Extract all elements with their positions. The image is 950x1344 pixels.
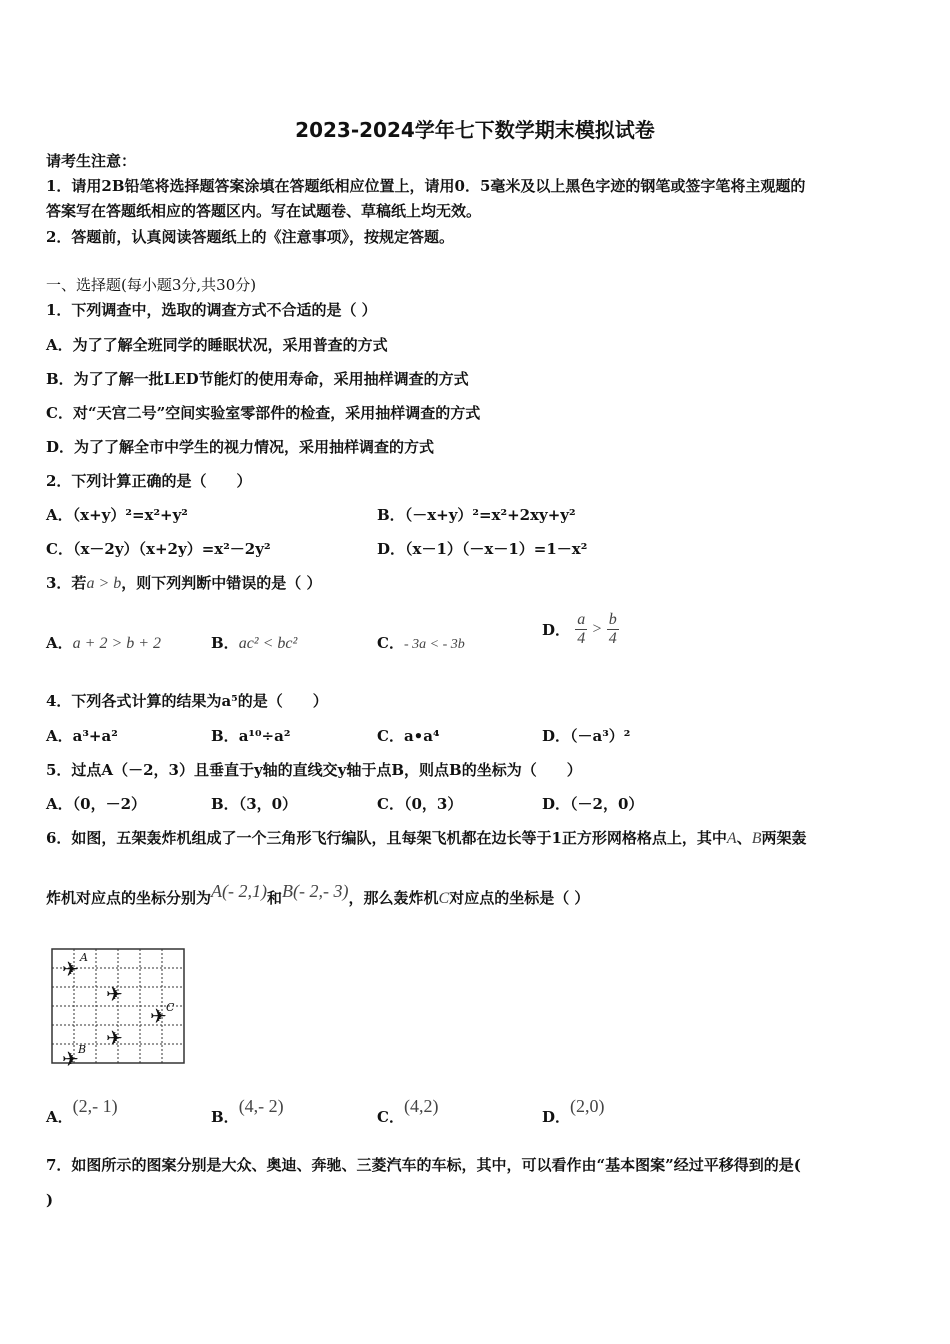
q4-option-c-label: C． xyxy=(377,727,404,745)
q3-option-d xyxy=(542,611,619,648)
q3-option-a xyxy=(46,633,161,654)
q4-option-b xyxy=(211,726,290,746)
q3-option-c-label: C． xyxy=(377,634,404,652)
q4-option-b-text: a¹⁰÷a² xyxy=(238,727,291,745)
q6-option-d-label: D． xyxy=(542,1108,571,1126)
q2-option-c xyxy=(46,539,271,559)
notice-line-1: 1．请用2B铅笔将选择题答案涂填在答题纸相应位置上，请用0．5毫米及以上黑色字迹的钢笔或签字笔将主观题的 xyxy=(46,177,806,195)
q5-option-c-label: C． xyxy=(377,795,404,813)
q5-option-a-label: A． xyxy=(46,795,73,813)
q6-coord-b: B(- 2,- 3) xyxy=(282,881,349,901)
q3-stem-post: ，则下列判断中错误的是（ ） xyxy=(121,574,322,592)
q6-option-c xyxy=(377,1096,439,1127)
q6-option-a xyxy=(46,1096,118,1127)
q5-option-b-text: （3，0） xyxy=(238,795,298,813)
section-heading: 一、选择题(每小题3分,共30分) xyxy=(46,276,257,294)
q5-stem: 5．过点A（－2，3）且垂直于y轴的直线交y轴于点B，则点B的坐标为（ ） xyxy=(46,761,582,779)
q1-option-d: D．为了了解全市中学生的视力情况，采用抽样调查的方式 xyxy=(46,438,435,456)
q6-letter-c: C xyxy=(438,890,450,907)
notice-line-3: 2．答题前，认真阅读答题纸上的《注意事项》，按规定答题。 xyxy=(46,228,454,246)
q1-option-a: A．为了了解全班同学的睡眠状况，采用普查的方式 xyxy=(46,336,388,354)
notice-line-2: 答案写在答题纸相应的答题区内。写在试题卷、草稿纸上均无效。 xyxy=(46,202,482,220)
q2-option-d xyxy=(377,539,587,559)
q6-option-c-label: C． xyxy=(377,1108,404,1126)
q6-stem-line-1 xyxy=(46,828,806,849)
q6-option-d xyxy=(542,1096,605,1127)
fig-label-c: C xyxy=(166,1001,175,1014)
q2-option-a-text: （x+y）²=x²+y² xyxy=(72,506,188,524)
q6-coord-a: A(- 2,1) xyxy=(211,881,267,901)
q5-option-c xyxy=(377,794,462,814)
plane-icon: ✈ xyxy=(106,982,123,1006)
q6-option-c-text: (4,2) xyxy=(403,1096,439,1116)
q6-option-d-text: (2,0) xyxy=(570,1096,605,1116)
q2-option-a-label: A． xyxy=(46,506,73,524)
q4-option-d xyxy=(542,726,630,746)
fig-label-b: B xyxy=(78,1043,87,1056)
q5-option-c-text: （0，3） xyxy=(403,795,463,813)
page-title: 2023-2024学年七下数学期末模拟试卷 xyxy=(295,118,655,142)
q5-option-a xyxy=(46,794,146,814)
q4-option-c xyxy=(377,726,440,746)
q2-option-a xyxy=(46,505,188,525)
q2-option-d-label: D． xyxy=(377,540,406,558)
q2-option-c-text: （x－2y）（x+2y）=x²－2y² xyxy=(72,540,271,558)
q3-option-b-label: B． xyxy=(211,634,239,652)
q7-stem: 7．如图所示的图案分别是大众、奥迪、奔驰、三菱汽车的车标，其中，可以看作由“基本图案”经过平移得到的是( xyxy=(46,1156,801,1174)
q6-stem2-pre: 炸机对应点的坐标分别为 xyxy=(46,889,212,907)
q6-option-a-label: A． xyxy=(46,1108,73,1126)
q4-option-d-text: （－a³）² xyxy=(570,727,631,745)
plane-icon: ✈ xyxy=(62,1047,79,1070)
frac-2-num: b xyxy=(608,611,617,628)
frac-1-den: 4 xyxy=(577,630,586,647)
q6-option-b-text: (4,- 2) xyxy=(238,1096,284,1116)
q3-stem-pre: 3．若 xyxy=(46,574,87,592)
q6-stem1-end: 两架轰 xyxy=(761,829,807,847)
q2-option-b-label: B． xyxy=(377,506,405,524)
q3-option-d-frac-1 xyxy=(575,611,587,648)
plane-icon: ✈ xyxy=(106,1026,123,1050)
q2-stem: 2．下列计算正确的是（ ） xyxy=(46,472,252,490)
q3-option-d-label: D． xyxy=(542,621,571,639)
q6-sep: 、 xyxy=(736,829,752,847)
q5-option-d xyxy=(542,794,643,814)
q4-stem: 4．下列各式计算的结果为a⁵的是（ ） xyxy=(46,692,328,710)
q3-option-a-label: A． xyxy=(46,634,73,652)
q6-letter-a: A xyxy=(726,830,737,847)
q1-stem: 1．下列调查中，选取的调查方式不合适的是（ ） xyxy=(46,301,377,319)
q3-option-a-text: a + 2 > b + 2 xyxy=(72,635,162,652)
frac-1-num: a xyxy=(577,611,586,628)
q3-option-b xyxy=(211,633,297,654)
q6-stem-line-2 xyxy=(46,881,590,909)
q2-option-d-text: （x－1）（－x－1）=1－x² xyxy=(405,540,588,558)
q6-and: 和 xyxy=(267,889,283,907)
q6-stem2-mid: ，那么轰炸机 xyxy=(348,889,439,907)
q4-option-d-label: D． xyxy=(542,727,571,745)
q4-option-a xyxy=(46,726,118,746)
frac-2-den: 4 xyxy=(608,630,617,647)
q5-option-b xyxy=(211,794,297,814)
plane-icon: ✈ xyxy=(150,1004,167,1028)
q6-stem1: 6．如图，五架轰炸机组成了一个三角形飞行编队，且每架飞机都在边长等于1正方形网格格点上，其中 xyxy=(46,829,727,847)
q1-option-b: B．为了了解一批LED节能灯的使用寿命，采用抽样调查的方式 xyxy=(46,370,469,388)
q2-option-b-text: （－x+y）²=x²+2xy+y² xyxy=(404,506,576,524)
q5-option-d-label: D． xyxy=(542,795,571,813)
q5-option-d-text: （－2，0） xyxy=(570,795,644,813)
q5-option-a-text: （0，－2） xyxy=(72,795,147,813)
q6-option-a-text: (2,- 1) xyxy=(72,1096,118,1116)
notice-heading: 请考生注意： xyxy=(46,152,137,170)
q6-option-b xyxy=(211,1096,284,1127)
q3-option-b-text: ac² < bc² xyxy=(238,635,298,652)
q6-grid-figure xyxy=(48,945,188,1070)
q4-option-a-label: A． xyxy=(46,727,73,745)
q3-condition: a > b xyxy=(86,575,122,592)
q6-stem2-post: 对应点的坐标是（ ） xyxy=(449,889,590,907)
q3-option-d-op: > xyxy=(592,620,602,638)
q2-option-c-label: C． xyxy=(46,540,73,558)
q2-option-b xyxy=(377,505,576,525)
q6-option-b-label: B． xyxy=(211,1108,239,1126)
q3-option-c-text: - 3a < - 3b xyxy=(403,637,465,652)
q3-stem xyxy=(46,573,321,594)
q4-option-c-text: a•a⁴ xyxy=(403,727,440,745)
q1-option-c: C．对“天宫二号”空间实验室零部件的检查，采用抽样调查的方式 xyxy=(46,404,481,422)
fig-label-a: A xyxy=(80,951,88,964)
q7-stem-end: ) xyxy=(46,1191,54,1209)
q3-option-c xyxy=(377,633,465,655)
q6-letter-b: B xyxy=(751,830,762,847)
q4-option-b-label: B． xyxy=(211,727,239,745)
plane-icon: ✈ xyxy=(62,957,79,981)
q4-option-a-text: a³+a² xyxy=(72,727,118,745)
q5-option-b-label: B． xyxy=(211,795,239,813)
q3-option-d-frac-2 xyxy=(607,611,619,648)
